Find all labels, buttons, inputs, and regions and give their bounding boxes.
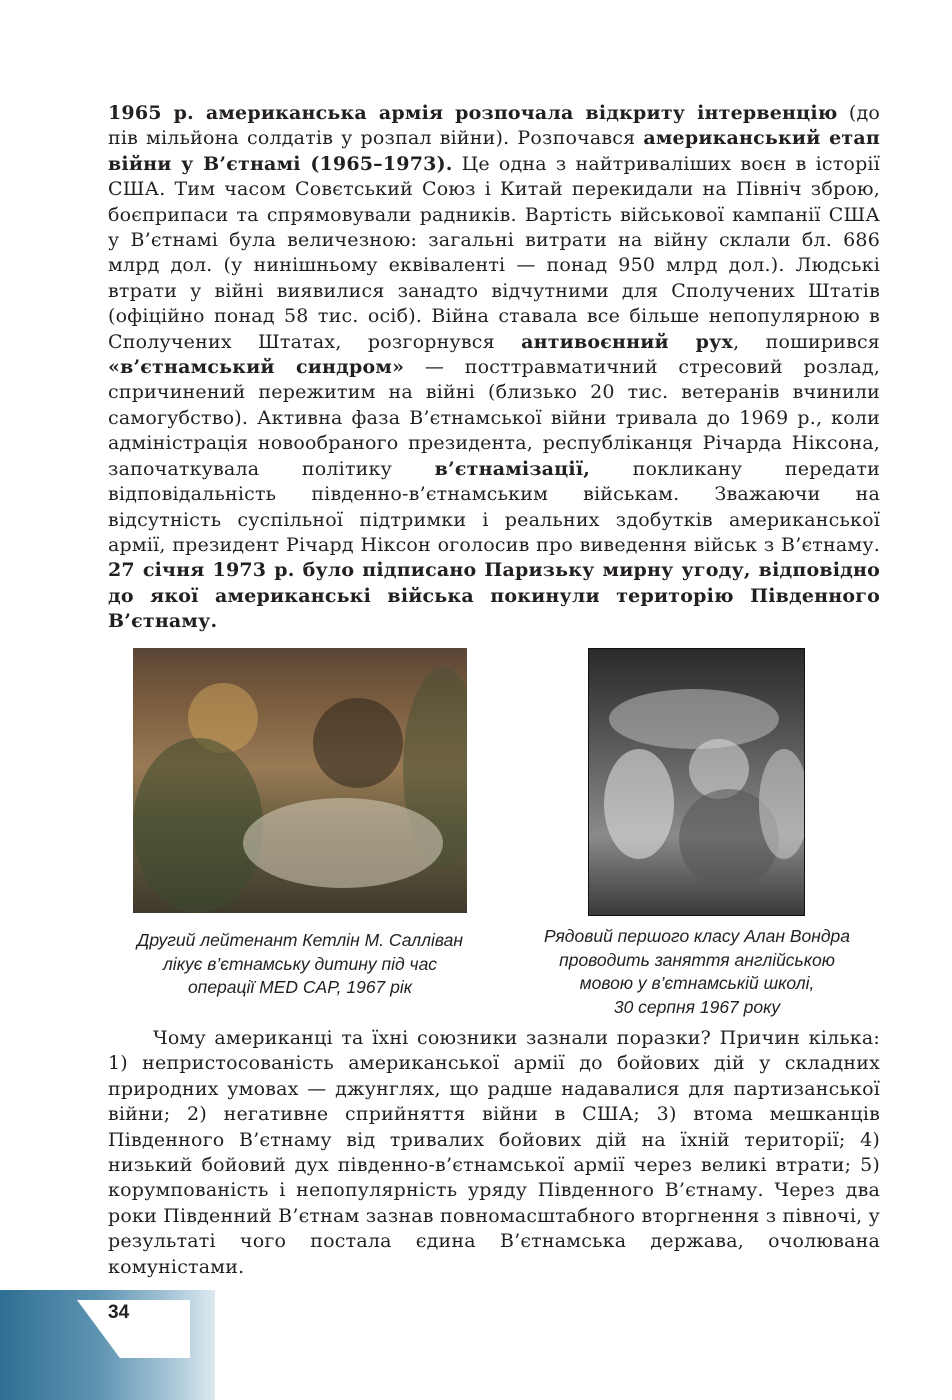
paragraph-reasons bbox=[108, 1026, 880, 1280]
caption-line: мовою у в’єтнамській школі, bbox=[579, 973, 815, 993]
caption-line: проводить заняття англійською bbox=[559, 949, 835, 970]
photo-english-lesson bbox=[588, 648, 805, 916]
text: Це одна з найтриваліших воєн в історії США. Тим часом Совєтський Союз і Китай перекидали на Північ зброю, боєприпаси та спрямовували радників. Вартість військової кампанії США у В’єтнамі була величезною: загальні витрати на війну склали бл. 686 млрд дол. (у нинішньому еквіваленті — понад 950 млрд дол.). Людські втрати у війні виявилися занадто відчутними для Сполучених Штатів (офіційно понад 58 тис. осіб). Війна ставала все більше непопулярною в Сполучених Штатах, розгорнувся bbox=[108, 152, 880, 353]
caption-line: 30 серпня 1967 року bbox=[613, 996, 781, 1017]
bold-text: антивоєнний рух bbox=[521, 330, 734, 353]
bold-text: американський етап війни у В’єтнамі (1965–1973). bbox=[108, 127, 880, 175]
text: Чому американці та їхні союзники зазнали поразки? Причин кілька: 1) непристосованість американської армії до бойових дій у складних природних умовах — джунглях, що радше надавалися для партизанської війни; 2) негативне сприйняття війни в США; 3) втома мешканців Південного В’єтнаму від тривалих бойових дій на їхній території; 4) низький бойовий дух південно-в’єтнамської армії через великі втрати; 5) корумпованість і непопулярність уряду Південного В’єтнаму. Через два роки Південний В’єтнам зазнав повномасштабного вторгнення з півночі, у результаті чого постала єдина В’єтнамська держава, очолювана комуністами. bbox=[108, 1027, 880, 1278]
bold-text: в’єтнамізації, bbox=[434, 457, 591, 480]
caption-line: лікує в’єтнамську дитину під час bbox=[162, 953, 438, 974]
caption-line: Другий лейтенант Кетлін М. Салліван bbox=[137, 930, 463, 950]
bold-text: 1965 р. американська армія розпочала відкриту інтервенцію bbox=[108, 102, 838, 124]
photo-medcap-operation bbox=[133, 648, 467, 913]
caption-line: операції MED CAP, 1967 рік bbox=[187, 977, 413, 997]
page-number: 34 bbox=[108, 1302, 130, 1323]
text: — посттравматичний стресовий розлад, спричинений пережитим на війні (близько 20 тис. ветеранів вчинили самогубство). Активна фаза В’єтнамської війни тривала до 1969 р., коли адміністрація новообраного президента, республіканця Річарда Ніксона, започаткувала політику bbox=[108, 356, 881, 480]
caption-line: Рядовий першого класу Алан Вондра bbox=[543, 926, 851, 946]
bold-text: «в’єтнамський синдром» bbox=[108, 356, 405, 379]
text: покликану передати відповідальність південно-в’єтнамським військам. Зважаючи на відсутність суспільної підтримки і реальних здобутків американської армії, президент Річард Ніксон оголосив про виведення військ з В’єтнаму. bbox=[108, 457, 880, 556]
text: (до пів мільйона солдатів у розпал війни). Розпочався bbox=[108, 102, 880, 150]
paragraph-intervention bbox=[108, 101, 880, 635]
bold-text: 27 січня 1973 р. було підписано Паризьку мирну угоду, відповідно до якої американські війська покинули територію Південного В’єтнаму. bbox=[108, 559, 880, 633]
caption-photo-1 bbox=[100, 929, 500, 1000]
text: , поширився bbox=[733, 330, 880, 353]
caption-photo-2 bbox=[498, 925, 896, 1019]
